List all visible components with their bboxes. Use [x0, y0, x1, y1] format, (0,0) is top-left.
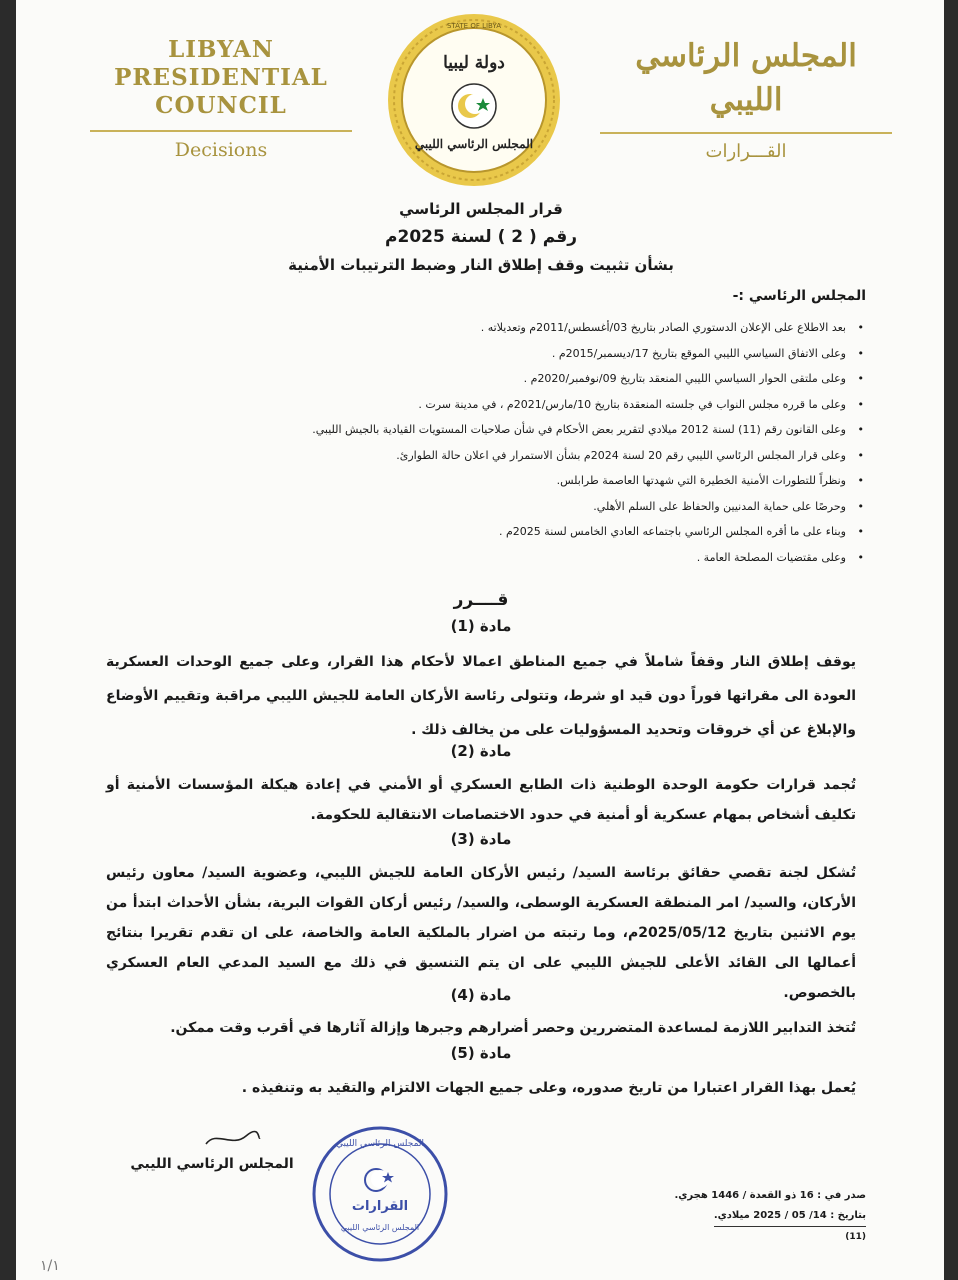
preamble-item: • وعلى ما قرره مجلس النواب في جلسته المنعقدة بتاريخ 10/مارس/2021م ، في مدينة سرت . — [216, 392, 846, 418]
state-seal-emblem — [386, 12, 562, 188]
seal-top-subtitle: المجلس الرئاسي الليبي — [414, 137, 534, 151]
preamble-item: • بعد الاطلاع على الإعلان الدستوري الصادر بتاريخ 03/أغسطس/2011م وتعديلاته . — [216, 315, 846, 341]
seal-top-title: دولة ليبيا — [443, 53, 505, 73]
article-4-text: تُتخذ التدابير اللازمة لمساعدة المتضررين وحصر أضرارهم وجبرها وإزالة آثارها في أقرب وقت ممكن. — [170, 1020, 856, 1036]
preamble-item: • وعلى ملتقى الحوار السياسي الليبي المنعقد بتاريخ 09/نوفمبر/2020م . — [216, 366, 846, 392]
signature-name: المجلس الرئاسي الليبي — [130, 1156, 294, 1172]
stamp-top-text: المجلس الرئاسي الليبي — [335, 1139, 425, 1149]
letterhead-en-sub: Decisions — [174, 139, 268, 161]
preamble-item: • وعلى مقتضيات المصلحة العامة . — [216, 545, 846, 571]
article-3-title: مادة (3) — [450, 830, 512, 848]
decision-title-block — [96, 196, 866, 278]
letterhead-en-line1: LIBYAN PRESIDENTIAL — [114, 36, 328, 91]
decision-number: رقم ( 2 ) لسنة 2025م — [385, 227, 577, 247]
preamble-item: • وبناء على ما أقره المجلس الرئاسي باجتماعه العادي الخامس لسنة 2025م . — [216, 519, 846, 545]
issue-date-hijri: صدر في : 16 ذو القعدة / 1446 هجري. — [674, 1190, 866, 1201]
page-number: ١/١ — [40, 1258, 60, 1274]
preamble-item: • وعلى القانون رقم (11) لسنة 2012 ميلادي لتقرير بعض الأحكام في شأن صلاحيات المستويات القيادية بالجيش الليبي. — [216, 417, 846, 443]
decision-heading: قرار المجلس الرئاسي — [399, 200, 563, 218]
letterhead-ar-title: المجلس الرئاسي الليبي — [635, 38, 857, 118]
preamble-item: • وعلى قرار المجلس الرئاسي الليبي رقم 20 لسنة 2024م بشأن الاستمرار في اعلان حالة الطوارئ. — [216, 443, 846, 469]
letterhead-english — [76, 36, 366, 162]
article-5-title: مادة (5) — [450, 1044, 512, 1062]
issue-reference: (11) — [845, 1232, 866, 1242]
issue-date-gregorian: بتاريخ : 14/ 05 / 2025 ميلادي. — [714, 1206, 866, 1227]
decisions-stamp — [310, 1124, 450, 1264]
preamble-item: • ونظراً للتطورات الأمنية الخطيرة التي شهدتها العاصمة طرابلس. — [216, 468, 846, 494]
article-2-title: مادة (2) — [450, 742, 512, 760]
article-2-text: تُجمد قرارات حكومة الوحدة الوطنية ذات الطابع العسكري أو الأمني في إعادة هيكلة المؤسسات الأمنية أو تكليف أشخاص بمهام عسكرية أو أمنية في حدود الاختصاصات الانتقالية للحكومة. — [106, 777, 856, 823]
stamp-middle-text: القرارات — [351, 1199, 409, 1214]
article-1-text: يوقف إطلاق النار وقفاً شاملاً في جميع المناطق اعمالا لأحكام هذا القرار، وعلى جميع الوحدات العسكرية العودة الى مقراتها فوراً دون قيد او شرط، وتتولى رئاسة الأركان العامة للجيش الليبي مراقبة وتقييم الأوضاع والإبلاغ عن أي خروقات وتحديد المسؤوليات على من يخالف ذلك . — [106, 654, 856, 738]
letterhead-en-divider — [90, 130, 352, 132]
letterhead-ar-divider — [600, 132, 892, 134]
letterhead-arabic — [596, 34, 896, 164]
preamble-item: • وعلى الاتفاق السياسي الليبي الموقع بتاريخ 17/ديسمبر/2015م . — [216, 341, 846, 367]
screenshot-frame-left — [0, 0, 16, 1280]
letterhead-ar-sub: القـــرارات — [705, 141, 787, 162]
document-page — [16, 0, 944, 1280]
issue-info — [636, 1186, 866, 1247]
preamble-item: • وحرصًا على حماية المدنيين والحفاظ على السلم الأهلي. — [216, 494, 846, 520]
council-label: المجلس الرئاسي :- — [732, 288, 866, 304]
stamp-bottom-text: المجلس الرئاسي الليبي — [340, 1223, 420, 1232]
signature-scribble — [202, 1126, 262, 1152]
article-3-text: تُشكل لجنة تقصي حقائق برئاسة السيد/ رئيس الأركان العامة للجيش الليبي، وعضوية السيد/ معاون رئيس الأركان، والسيد/ امر المنطقة العسكرية الوسطى، والسيد/ رئيس أركان القوات البرية، بشأن الأحداث ابتدأ من يوم الاثنين بتاريخ 2025/05/12م، وما رتبته من اضرار بالملكية العامة والخاصة، على ان تقدم تقريرا بنتائج أعمالها الى القائد الأعلى للجيش الليبي على ان يتم التنسيق في ذلك مع السيد المدعي العام العسكري بالخصوص. — [106, 865, 857, 1001]
screenshot-frame-right — [944, 0, 958, 1280]
article-5-text: يُعمل بهذا القرار اعتبارا من تاريخ صدوره، وعلى جميع الجهات الالتزام والتقيد به وتنفيذه . — [241, 1080, 856, 1096]
article-1-title: مادة (1) — [450, 617, 512, 635]
seal-top-band-text: STATE OF LIBYA — [446, 22, 502, 30]
article-4-title: مادة (4) — [450, 986, 512, 1004]
preamble-list — [216, 315, 864, 570]
decided-heading: قــــرر — [453, 590, 509, 610]
letterhead-en-line2: COUNCIL — [155, 92, 287, 119]
decision-subject: بشأن تثبيت وقف إطلاق النار وضبط الترتيبات الأمنية — [288, 256, 674, 274]
